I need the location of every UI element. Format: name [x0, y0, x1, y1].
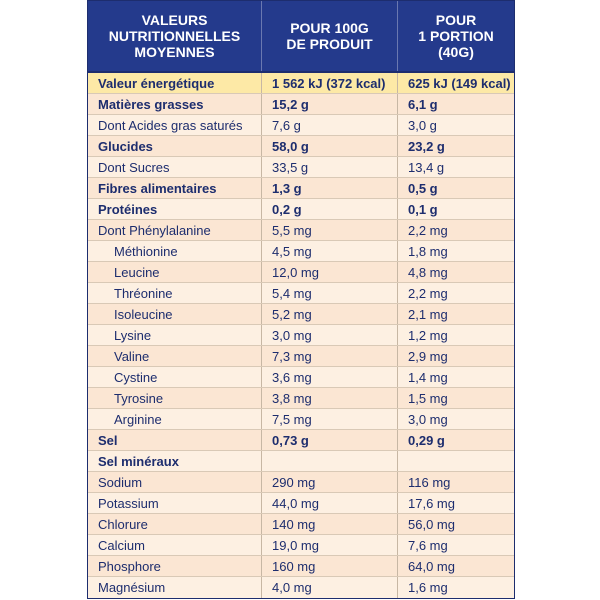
- per-100g-value-cell: 0,2 g: [262, 199, 398, 219]
- nutrient-name-cell: Valeur énergétique: [88, 73, 262, 93]
- per-100g-value-cell: 3,6 mg: [262, 367, 398, 387]
- table-row: [88, 157, 514, 178]
- per-100g-value-cell: [262, 451, 398, 471]
- table-row: [88, 325, 514, 346]
- nutrient-name-cell: Sel minéraux: [88, 451, 262, 471]
- per-portion-value-cell: 1,5 mg: [408, 390, 448, 406]
- table-row: [88, 262, 514, 283]
- table-row: [88, 556, 514, 577]
- per-portion-value-cell: 1,4 mg: [408, 369, 448, 385]
- per-portion-value-cell: 56,0 mg: [408, 516, 455, 532]
- per-100g-value-cell: 1,3 g: [262, 178, 398, 198]
- nutrient-name-cell: Matières grasses: [88, 94, 262, 114]
- nutrient-name-cell: Dont Sucres: [88, 157, 262, 177]
- nutrient-name-cell: Dont Phénylalanine: [88, 220, 262, 240]
- per-portion-value-cell: 7,6 mg: [408, 537, 448, 553]
- per-100g-value-cell: 7,6 g: [262, 115, 398, 135]
- table-row: [88, 451, 514, 472]
- nutrient-name-cell: Arginine: [88, 409, 262, 429]
- per-100g-value-cell: 4,5 mg: [262, 241, 398, 261]
- table-row: [88, 346, 514, 367]
- per-portion-value-cell: 1,8 mg: [408, 243, 448, 259]
- per-100g-value-cell: 19,0 mg: [262, 535, 398, 555]
- table-row: [88, 115, 514, 136]
- table-row: [88, 409, 514, 430]
- per-100g-value-cell: 58,0 g: [262, 136, 398, 156]
- per-portion-value-cell: 116 mg: [408, 474, 451, 490]
- nutrient-name-cell: Magnésium: [88, 577, 262, 598]
- per-100g-value-cell: 140 mg: [262, 514, 398, 534]
- table-row: [88, 304, 514, 325]
- nutrient-name-cell: Dont Acides gras saturés: [88, 115, 262, 135]
- table-row: [88, 73, 514, 94]
- table-row: [88, 94, 514, 115]
- table-row: [88, 388, 514, 409]
- nutrition-table: [87, 0, 515, 599]
- table-row: [88, 283, 514, 304]
- nutrient-name-cell: Sel: [88, 430, 262, 450]
- nutrient-name-cell: Cystine: [88, 367, 262, 387]
- per-portion-value-cell: 17,6 mg: [408, 495, 455, 511]
- per-100g-value-cell: 5,5 mg: [262, 220, 398, 240]
- per-portion-value-cell: 2,1 mg: [408, 306, 448, 322]
- nutrient-name-cell: Lysine: [88, 325, 262, 345]
- per-100g-value-cell: 160 mg: [262, 556, 398, 576]
- per-portion-value-cell: 23,2 g: [408, 138, 445, 154]
- per-100g-value-cell: 7,3 mg: [262, 346, 398, 366]
- per-portion-value-cell: 3,0 g: [408, 117, 437, 133]
- header-per-100g-column: POUR 100G DE PRODUIT: [262, 1, 398, 71]
- per-100g-value-cell: 3,8 mg: [262, 388, 398, 408]
- table-row: [88, 430, 514, 451]
- nutrient-name-cell: Calcium: [88, 535, 262, 555]
- per-100g-value-cell: 290 mg: [262, 472, 398, 492]
- table-row: [88, 535, 514, 556]
- per-portion-value-cell: 2,2 mg: [408, 222, 448, 238]
- nutrient-name-cell: Tyrosine: [88, 388, 262, 408]
- per-portion-value-cell: 0,5 g: [408, 180, 438, 196]
- per-portion-value-cell: 1,6 mg: [408, 580, 448, 595]
- table-row: [88, 367, 514, 388]
- table-row: [88, 472, 514, 493]
- per-100g-value-cell: 4,0 mg: [262, 577, 398, 598]
- per-100g-value-cell: 7,5 mg: [262, 409, 398, 429]
- per-portion-value-cell: 1,2 mg: [408, 327, 448, 343]
- table-row: [88, 199, 514, 220]
- nutrient-name-cell: Protéines: [88, 199, 262, 219]
- per-100g-value-cell: 12,0 mg: [262, 262, 398, 282]
- nutrient-name-cell: Thréonine: [88, 283, 262, 303]
- per-portion-value-cell: 4,8 mg: [408, 264, 448, 280]
- table-row: [88, 241, 514, 262]
- per-portion-value-cell: 625 kJ (149 kcal): [408, 75, 511, 91]
- per-100g-value-cell: 0,73 g: [262, 430, 398, 450]
- nutrition-table-header: [88, 1, 514, 73]
- header-nutrient-column: VALEURS NUTRITIONNELLES MOYENNES: [88, 1, 262, 71]
- per-portion-value-cell: 2,9 mg: [408, 348, 448, 364]
- table-row: [88, 220, 514, 241]
- per-100g-value-cell: 5,2 mg: [262, 304, 398, 324]
- header-per-portion-column: POUR 1 PORTION (40G): [418, 12, 494, 60]
- nutrient-name-cell: Phosphore: [88, 556, 262, 576]
- per-portion-value-cell: 13,4 g: [408, 159, 445, 175]
- nutrition-table-body: [88, 73, 514, 598]
- table-row: [88, 577, 514, 598]
- nutrient-name-cell: Fibres alimentaires: [88, 178, 262, 198]
- table-row: [88, 493, 514, 514]
- nutrient-name-cell: Méthionine: [88, 241, 262, 261]
- per-portion-value-cell: 6,1 g: [408, 96, 438, 112]
- per-portion-value-cell: 64,0 mg: [408, 558, 455, 574]
- nutrient-name-cell: Chlorure: [88, 514, 262, 534]
- per-portion-value-cell: 2,2 mg: [408, 285, 448, 301]
- per-100g-value-cell: 44,0 mg: [262, 493, 398, 513]
- nutrient-name-cell: Isoleucine: [88, 304, 262, 324]
- table-row: [88, 136, 514, 157]
- nutrient-name-cell: Sodium: [88, 472, 262, 492]
- per-100g-value-cell: 3,0 mg: [262, 325, 398, 345]
- per-100g-value-cell: 1 562 kJ (372 kcal): [262, 73, 398, 93]
- per-portion-value-cell: [398, 451, 514, 471]
- per-portion-value-cell: 0,29 g: [408, 432, 445, 448]
- nutrient-name-cell: Glucides: [88, 136, 262, 156]
- nutrient-name-cell: Valine: [88, 346, 262, 366]
- table-row: [88, 514, 514, 535]
- table-row: [88, 178, 514, 199]
- per-100g-value-cell: 15,2 g: [262, 94, 398, 114]
- nutrient-name-cell: Leucine: [88, 262, 262, 282]
- per-portion-value-cell: 0,1 g: [408, 201, 438, 217]
- per-portion-value-cell: 3,0 mg: [408, 411, 448, 427]
- nutrient-name-cell: Potassium: [88, 493, 262, 513]
- per-100g-value-cell: 5,4 mg: [262, 283, 398, 303]
- per-100g-value-cell: 33,5 g: [262, 157, 398, 177]
